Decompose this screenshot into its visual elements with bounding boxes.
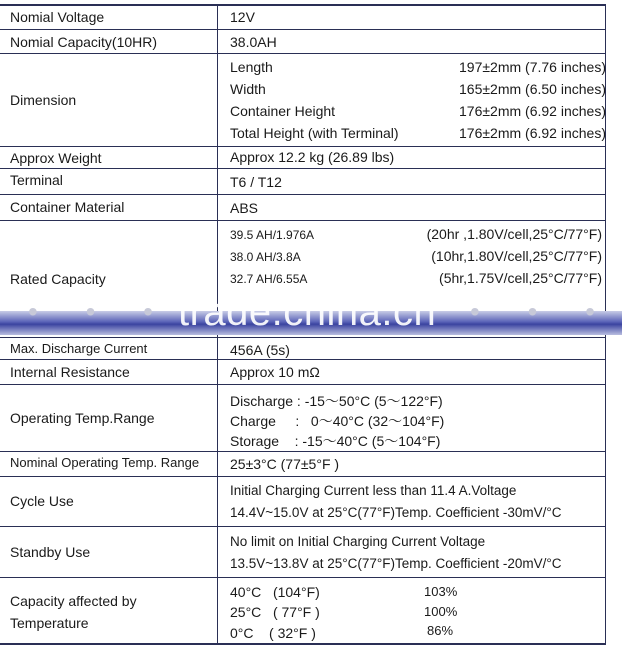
rated-value: (10hr,1.80V/cell,25°C/77°F)	[431, 248, 602, 264]
rule	[0, 476, 606, 477]
rule	[0, 337, 606, 338]
discharge-label: Max. Discharge Current	[10, 341, 148, 356]
dimension-name: Container Height	[230, 103, 336, 119]
weight-value: Approx 12.2 kg (26.89 lbs)	[230, 149, 395, 165]
optemp-line: Storage : -15～40°C (5～104°F)	[230, 433, 441, 449]
optemp-line: Discharge : -15～50°C (5～122°F)	[230, 393, 443, 409]
capacity-label: Nomial Capacity(10HR)	[10, 34, 158, 50]
captemp-temp: 40°C (104°F)	[230, 584, 320, 600]
terminal-value: T6 / T12	[230, 174, 282, 190]
dimension-value: 165±2mm (6.50 inches)	[459, 81, 606, 97]
voltage-value: 12V	[230, 9, 255, 25]
cycle-line: Initial Charging Current less than 11.4 A.Voltage	[230, 483, 517, 498]
material-label: Container Material	[10, 199, 125, 215]
terminal-label: Terminal	[10, 172, 63, 188]
nomtemp-label: Nominal Operating Temp. Range	[10, 455, 200, 470]
rule	[0, 577, 606, 578]
dimension-name: Total Height (with Terminal)	[230, 125, 399, 141]
standby-line: 13.5V~13.8V at 25°C(77°F)Temp. Coefficient -20mV/°C	[230, 556, 562, 571]
rule	[0, 526, 606, 527]
material-value: ABS	[230, 200, 259, 216]
rated-label: Rated Capacity	[10, 271, 106, 287]
dimension-name: Length	[230, 59, 273, 75]
watermark-dots: • • •	[470, 296, 615, 327]
captemp-label: Temperature	[10, 615, 89, 631]
discharge-value: 456A (5s)	[230, 342, 290, 358]
watermark-dots: • • •	[28, 296, 173, 327]
resistance-label: Internal Resistance	[10, 364, 130, 380]
dimension-value: 197±2mm (7.76 inches)	[459, 59, 606, 75]
standby-label: Standby Use	[10, 544, 91, 560]
captemp-temp: 25°C ( 77°F )	[230, 604, 320, 620]
rule	[0, 451, 606, 452]
rule	[0, 220, 606, 221]
rule-top	[0, 4, 606, 6]
rated-name: 32.7 AH/6.55A	[230, 272, 308, 286]
rule	[0, 359, 606, 360]
cycle-line: 14.4V~15.0V at 25°C(77°F)Temp. Coefficient -30mV/°C	[230, 505, 562, 520]
captemp-temp: 0°C ( 32°F )	[230, 625, 316, 641]
optemp-line: Charge : 0～40°C (32～104°F)	[230, 413, 445, 429]
watermark-text: trade.china.cn	[178, 290, 437, 334]
rated-name: 38.0 AH/3.8A	[230, 250, 301, 264]
rule-bottom	[0, 643, 606, 645]
voltage-label: Nomial Voltage	[10, 9, 105, 25]
rated-name: 39.5 AH/1.976A	[230, 228, 315, 242]
dimension-value: 176±2mm (6.92 inches)	[459, 125, 606, 141]
rule	[0, 194, 606, 195]
cycle-label: Cycle Use	[10, 493, 74, 509]
dimension-value: 176±2mm (6.92 inches)	[459, 103, 606, 119]
resistance-value: Approx 10 mΩ	[230, 364, 320, 380]
rule	[0, 29, 606, 30]
dimension-name: Width	[230, 81, 266, 97]
captemp-pct: 100%	[424, 604, 458, 619]
rated-value: (20hr ,1.80V/cell,25°C/77°F)	[426, 226, 602, 242]
dimension-label: Dimension	[10, 92, 77, 108]
captemp-pct: 86%	[427, 623, 454, 638]
captemp-label: Capacity affected by	[10, 593, 137, 609]
optemp-label: Operating Temp.Range	[10, 410, 155, 426]
rule	[0, 53, 606, 54]
rule	[0, 168, 606, 169]
rule	[0, 146, 606, 147]
rule	[0, 384, 606, 385]
standby-line: No limit on Initial Charging Current Voltage	[230, 534, 486, 549]
captemp-pct: 103%	[424, 584, 458, 599]
weight-label: Approx Weight	[10, 150, 102, 166]
capacity-value: 38.0AH	[230, 34, 277, 50]
nomtemp-value: 25±3°C (77±5°F )	[230, 456, 340, 472]
rated-value: (5hr,1.75V/cell,25°C/77°F)	[439, 270, 602, 286]
